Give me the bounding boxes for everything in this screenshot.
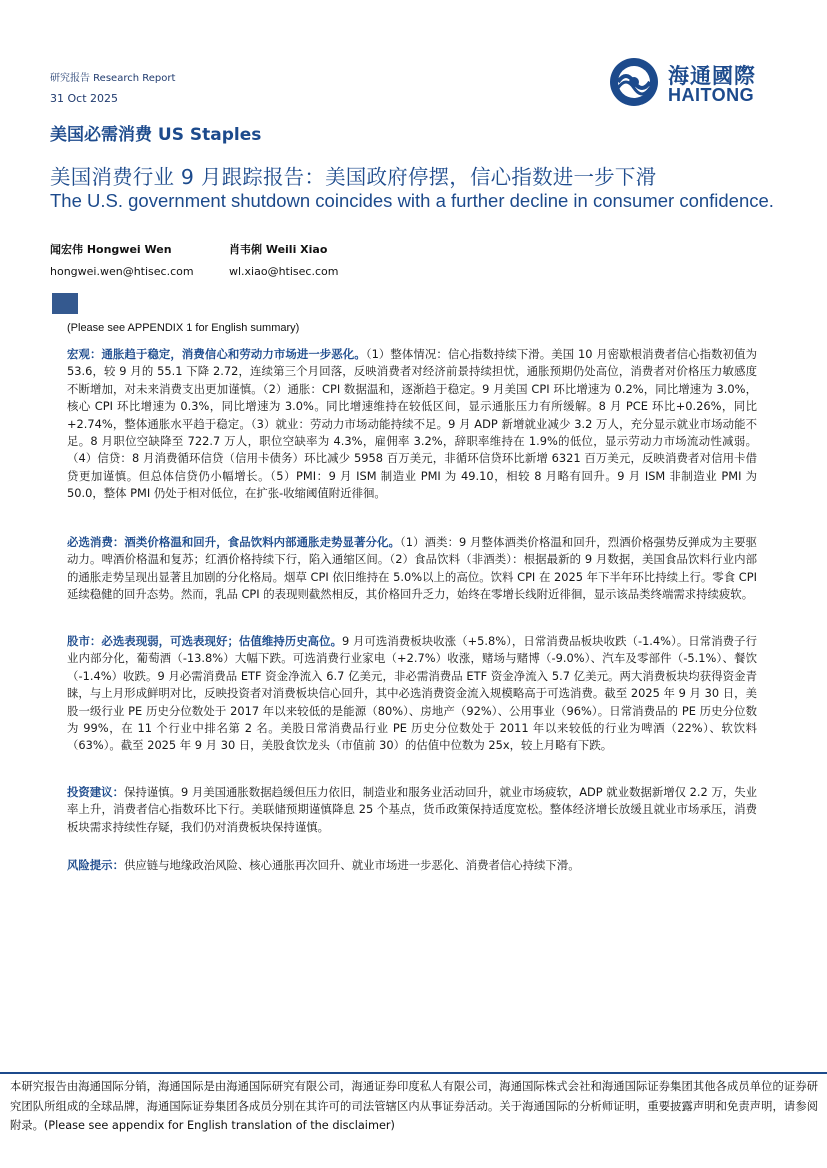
sector-label: 美国必需消费 US Staples bbox=[50, 125, 262, 145]
logo-text-en: HAITONG bbox=[668, 85, 755, 105]
section-lead: 宏观：通胀趋于稳定，消费信心和劳动力市场进一步恶化。 bbox=[67, 347, 366, 361]
section-lead: 风险提示： bbox=[67, 858, 124, 872]
report-type-label: 研究报告 Research Report bbox=[50, 73, 176, 84]
title-cn: 美国消费行业 9 月跟踪报告：美国政府停摆，信心指数进一步下滑 bbox=[50, 165, 657, 189]
section-investment-advice bbox=[67, 784, 757, 836]
section-text: 保持谨慎。9 月美国通胀数据趋缓但压力依旧，制造业和服务业活动回升，就业市场疲软，ADP 就业数据新增仅 2.2 万，失业率上升，消费者信心指数环比下行。美联储预期谨慎降息 25 个基点，货币政策保持适度宽松。整体经济增长放缓且就业市场承压，消费板块需求持续性存疑，我们仍对消费板块保持谨慎。 bbox=[67, 785, 757, 834]
section-macro bbox=[67, 346, 757, 503]
footer-divider bbox=[0, 1072, 827, 1074]
section-text: 供应链与地缘政治风险、核心通胀再次回升、就业市场进一步恶化、消费者信心持续下滑。 bbox=[123, 858, 580, 872]
report-date: 31 Oct 2025 bbox=[50, 92, 119, 105]
section-text: 9 月可选消费板块收涨（+5.8%），日常消费品板块收跌（-1.4%）。日常消费子行业内部分化，葡萄酒（-13.8%）大幅下跌。可选消费行业家电（+2.7%）收涨，赌场与赌博（-9.0%）、汽车及零部件（-5.1%）、餐饮（-1.4%）收跌。9 月必需消费品 ETF 资金净流入 6.7 亿美元，非必需消费品 ETF 资金净流入 5.7 亿美元。两大消费板块均获得资金青睐，与上月形成鲜明对比，反映投资者对消费板块信心回升，其中必选消费资金流入规模略高于可选消费。截至 2025 年 9 月 30 日，美股一级行业 PE 历史分位数处于 2017 年以来较低的是能源（80%）、房地产（92%）、公用事业（96%）。日常消费品的 PE 历史分位数为 99%，在 11 个行业中排名第 2 名。美股日常消费品行业 PE 历史分位数处于 2011 年以来较低的行业为啤酒（22%）、软饮料（63%）。截至 2025 年 9 月 30 日，美股食饮龙头（市值前 30）的估值中位数为 25x，较上月略有下跌。 bbox=[67, 634, 757, 753]
author-email-2[interactable]: wl.xiao@htisec.com bbox=[229, 265, 339, 278]
section-staples bbox=[67, 534, 757, 604]
author-email-1[interactable]: hongwei.wen@htisec.com bbox=[50, 265, 194, 278]
section-risk bbox=[67, 857, 757, 874]
section-text: （1）酒类：9 月整体酒类价格温和回升，烈酒价格强势反弹成为主要驱动力。啤酒价格温和复苏；红酒价格持续下行，陷入通缩区间。（2）食品饮料（非酒类）：根据最新的 9 月数据，美国食品饮料行业内部的通胀走势呈现出显著且加剧的分化格局。烟草 CPI 依旧维持在 5.0%以上的高位。饮料 CPI 在 2025 年下半年环比持续上行。零食 CPI 延续稳健的回升态势。然而，乳品 CPI 的表现则截然相反，其价格回升乏力，始终在零增长线附近徘徊，显示该品类终端需求持续疲软。 bbox=[67, 535, 757, 602]
section-stock-market bbox=[67, 633, 757, 755]
title-en: The U.S. government shutdown coincides with a further decline in consumer confidence. bbox=[50, 190, 774, 211]
footer-disclaimer: 本研究报告由海通国际分销，海通国际是由海通国际研究有限公司，海通证券印度私人有限公司，海通国际株式会社和海通国际证券集团其他各成员单位的证券研究团队所组成的全球品牌，海通国际证券集团各成员分别在其许可的司法管辖区内从事证券活动。关于海通国际的分析师证明，重要披露声明和免责声明，请参阅附录。(Please see appendix for English translation of the disclaimer) bbox=[10, 1080, 818, 1132]
section-lead: 股市：必选表现弱，可选表现好；估值维持历史高位。 bbox=[67, 634, 343, 648]
author-name-1: 闻宏伟 Hongwei Wen bbox=[50, 243, 172, 256]
author-name-2: 肖韦俐 Weili Xiao bbox=[229, 243, 328, 256]
section-lead: 投资建议： bbox=[67, 785, 124, 799]
section-text: （1）整体情况：信心指数持续下滑。美国 10 月密歇根消费者信心指数初值为 53.6，较 9 月的 55.1 下降 2.72，连续第三个月回落，反映消费者对经济前景持续担忧，通胀预期仍处高位，消费者对价格压力敏感度不断增加，对未来消费支出更加谨慎。（2）通胀：CPI 数据温和，逐渐趋于稳定。9 月美国 CPI 环比增速为 0.2%，同比增速为 3.0%，核心 CPI 环比增速为 0.3%，同比增速为 3.0%。同比增速维持在较低区间，显示通胀压力有所缓解。8 月 PCE 环比+0.26%，同比+2.74%，整体通胀水平趋于稳定。（3）就业：劳动力市场动能持续不足。9 月 ADP 新增就业减少 3.2 万人，充分显示就业市场动能不足。8 月职位空缺降至 722.7 万人，职位空缺率为 4.3%，雇佣率 3.2%，辞职率维持在 1.9%的低位，显示劳动力市场流动性减弱。（4）信贷：8 月消费循环信贷（信用卡债务）环比减少 5958 百万美元，非循环信贷环比新增 6321 百万美元，反映消费者对信用卡借贷更加谨慎。但总体信贷仍小幅增长。（5）PMI：9 月 ISM 制造业 PMI 为 49.10，相较 8 月略有回升。9 月 ISM 非制造业 PMI 为 50.0，整体 PMI 仍处于相对低位，在扩张-收缩阈值附近徘徊。 bbox=[67, 347, 757, 501]
appendix-note: (Please see APPENDIX 1 for English summary) bbox=[67, 322, 300, 334]
section-lead: 必选消费：酒类价格温和回升，食品饮料内部通胀走势显著分化。 bbox=[67, 535, 400, 549]
section-marker bbox=[52, 293, 78, 314]
logo-text-cn: 海通國際 bbox=[668, 64, 756, 88]
haitong-logo-icon bbox=[608, 56, 660, 108]
